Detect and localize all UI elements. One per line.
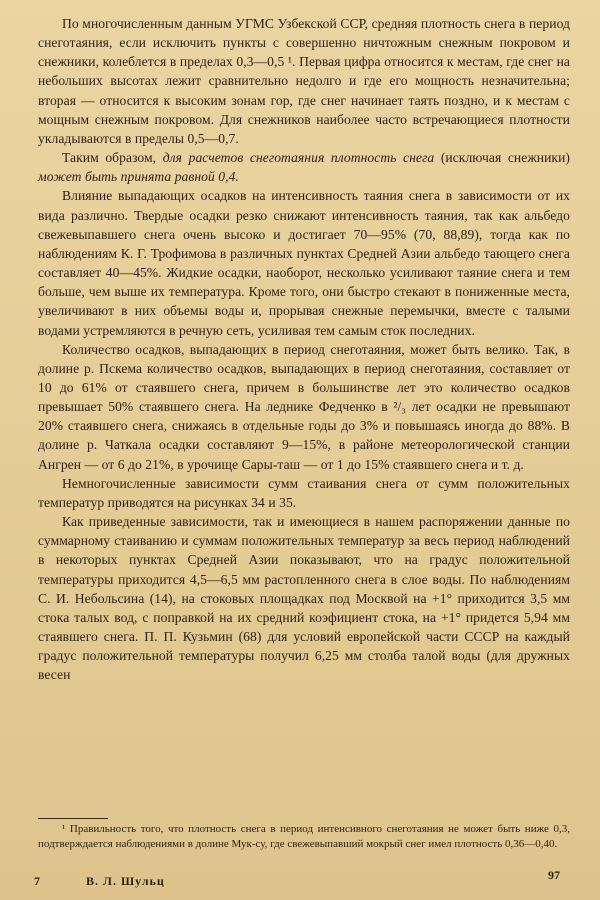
paragraph-snow-density: По многочисленным данным УГМС Узбекской ССР, средняя плотность снега в период снеготаяния, если исключить пункты с совершенно ничтожным снежным покровом и снежники, колеблется в пределах 0,3—0,5 ¹. Первая цифра относится к местам, где снег на небольших высотах лежит сравнительно недолго и где его мощность незначительна; вторая — относится к высоким зонам гор, где снег начинает таять поздно, и к местам с мощным снежным покровом. Для снежников наиболее часто встречающиеся плотности укладываются в пределы 0,5—0,7.	[38, 16, 570, 146]
page-number: 97	[548, 868, 560, 882]
conclusion-emphasis-2: может быть принята равной 0,4.	[38, 169, 239, 185]
paragraph-figures-reference: Немногочисленные зависимости сумм стаивания снега от сумм положительных температур приводятся на рисунках 34 и 35.	[38, 475, 570, 510]
paragraph-melt-per-degree: Как приведенные зависимости, так и имеющиеся в нашем распоряжении данные по суммарному стаиванию и суммам положительных температур за весь период наблюдений в некоторых пунктах Средней Азии показывают, что на градус положительной температуры приходится 4,5—6,5 мм растопленного снега в слое воды. По наблюдениям С. И. Небольсина (14), на стоковых площадках под Москвой на +1° приходится 3,5 мм стока талых вод, с поправкой на их средний коэфициент стока, на +1° придется 5,94 мм стаявшего снега. П. П. Кузьмин (68) для условий европейской части СССР на каждый градус положительной температуры получил 6,25 мм столба талой воды (для дружных весен	[38, 514, 570, 683]
conclusion-lead: Таким образом,	[62, 150, 163, 166]
page-footer	[34, 868, 570, 892]
footnote-divider	[38, 818, 108, 819]
conclusion-emphasis-1: для расчетов снеготаяния плотность снега	[162, 150, 435, 166]
conclusion-middle: (исключая снежники)	[434, 150, 570, 166]
author-name: В. Л. Шульц	[86, 874, 165, 888]
main-text	[38, 14, 570, 684]
footnote-text: ¹ Правильность того, что плотность снега в период интенсивного снеготаяния не может быть ниже 0,3, подтверждается наблюдениями в долине Мук-су, где свежевыпавший мокрый снег имел плотность 0,36—0,40.	[38, 823, 570, 850]
paragraph-precipitation-amount: Количество осадков, выпадающих в период снеготаяния, может быть велико. Так, в долине р. Пскема количество осадков, выпадающих в период снеготаяния, составляет от 10 до 61% от стаявшего снега, причем в большинстве лет это количество осадков превышает 50% стаявшего снега. На леднике Федченко в ²/₃ лет осадки не превышают 20% стаявшего снега, снижаясь в отдельные годы до 3% и повышаясь иногда до 88%. В долине р. Чаткала осадки составляют 9—15%, в районе метеорологической станции Ангрен — от 6 до 21%, в урочище Сары-таш — от 1 до 15% стаявшего снега и т. д.	[38, 341, 570, 472]
paragraph-precipitation-influence: Влияние выпадающих осадков на интенсивность таяния снега в зависимости от их вида различно. Твердые осадки резко снижают интенсивность таяния, так как альбедо свежевыпавшего снега очень высоко и достигает 70—95% (70, 88,89), тогда как по наблюдениям К. Г. Трофимова в различных пунктах Средней Азии альбедо тающего снега составляет 40—45%. Жидкие осадки, наоборот, несколько усиливают таяние снега и тем больше, чем выше их температура. Кроме того, они быстро стекают в пониженные места, увеличивают в них объемы воды и, прорывая снежные перемычки, вместе с талыми водами устремляются в речную сеть, усиливая тем самым сток последних.	[38, 188, 570, 338]
paragraph-conclusion	[38, 148, 570, 186]
footnote	[38, 822, 570, 851]
signature-mark: 7	[34, 874, 40, 888]
